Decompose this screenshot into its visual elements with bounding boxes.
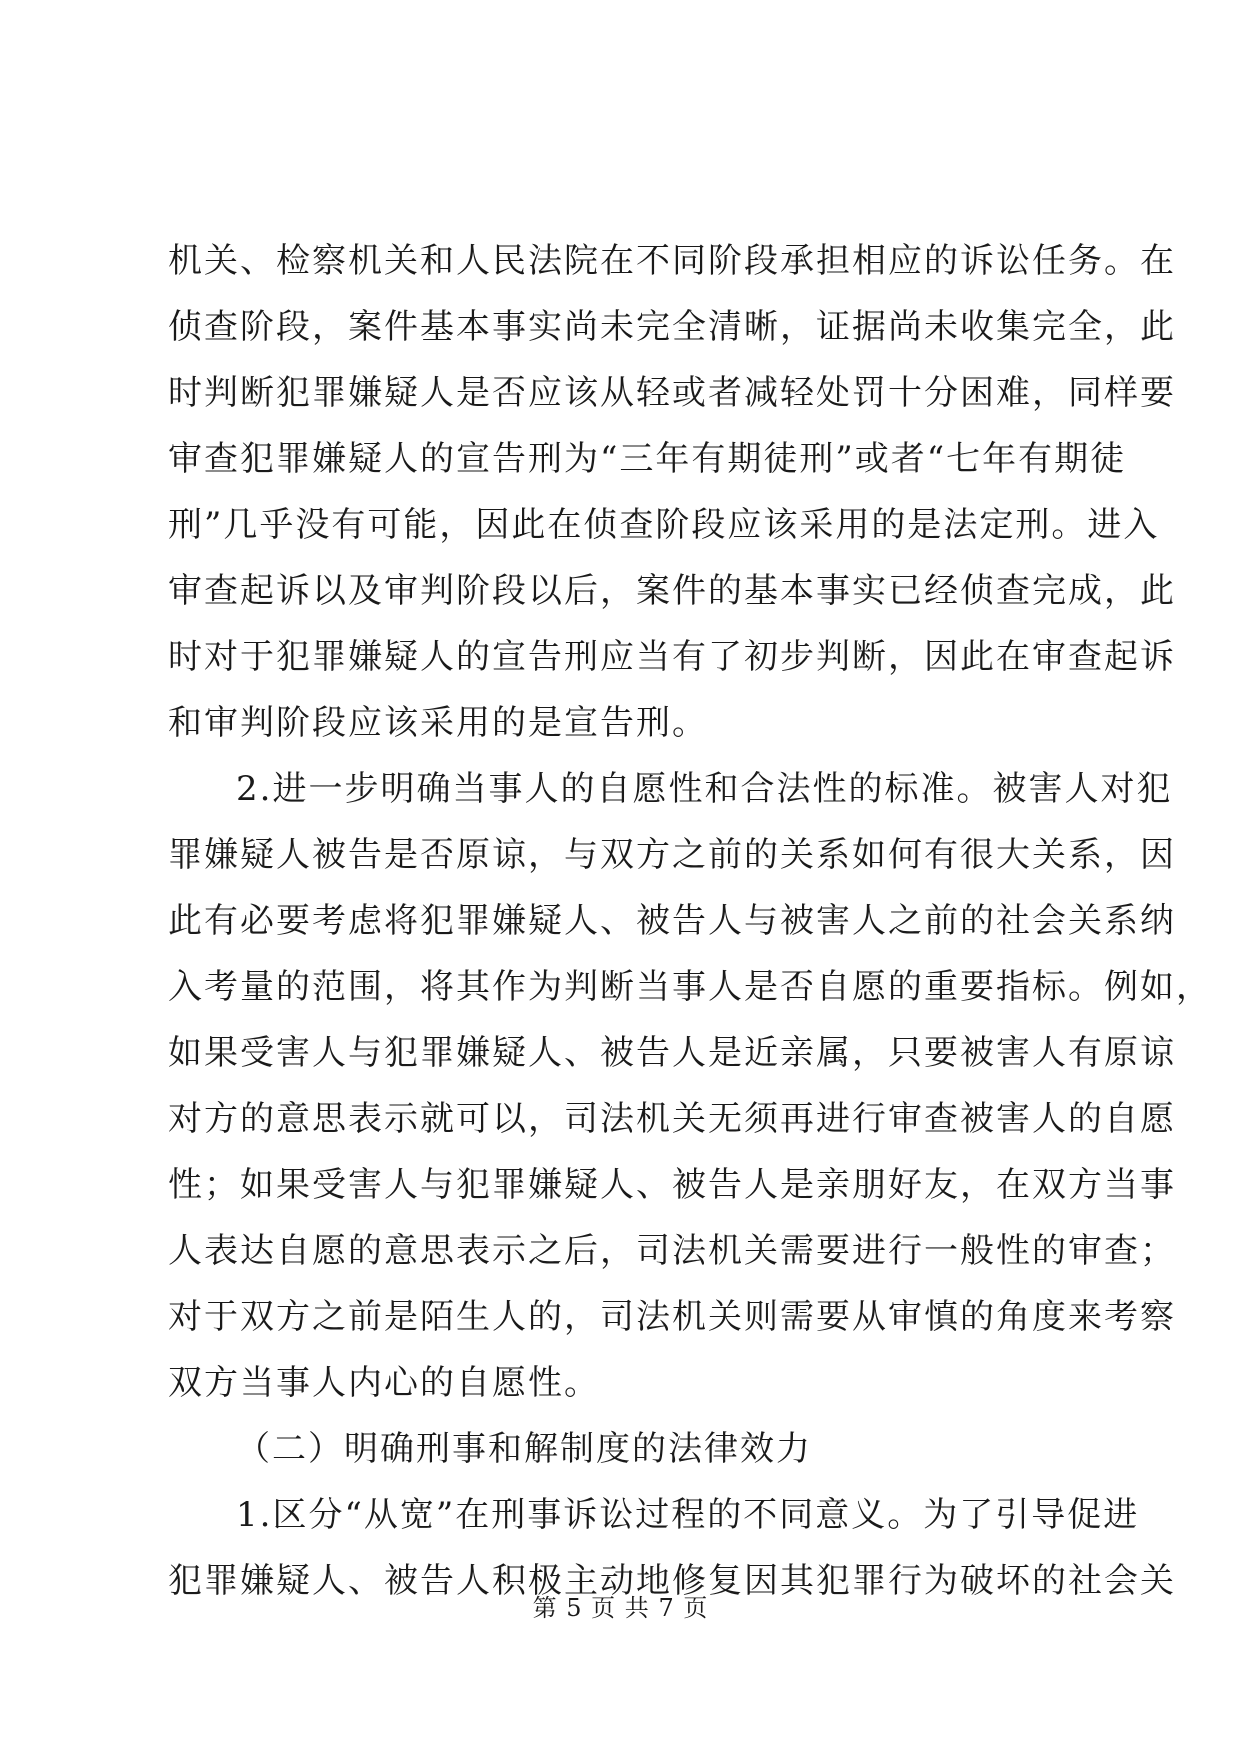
text-line: 双方当事人内心的自愿性。 <box>168 1363 600 1403</box>
text-line: 时对于犯罪嫌疑人的宣告刑应当有了初步判断，因此在审查起诉 <box>168 637 1176 677</box>
text-line: 审查起诉以及审判阶段以后，案件的基本事实已经侦查完成，此 <box>168 571 1176 611</box>
text-line: 性；如果受害人与犯罪嫌疑人、被告人是亲朋好友，在双方当事 <box>168 1165 1176 1205</box>
text-line: 审查犯罪嫌疑人的宣告刑为“三年有期徒刑”或者“七年有期徒 <box>168 439 1127 479</box>
text-line: 时判断犯罪嫌疑人是否应该从轻或者减轻处罚十分困难，同样要 <box>168 373 1176 413</box>
text-line: 1.区分“从宽”在刑事诉讼过程的不同意义。为了引导促进 <box>236 1495 1140 1535</box>
text-line: 对方的意思表示就可以，司法机关无须再进行审查被害人的自愿 <box>168 1099 1176 1139</box>
text-line: 罪嫌疑人被告是否原谅，与双方之前的关系如何有很大关系，因 <box>168 835 1176 875</box>
text-line: 入考量的范围，将其作为判断当事人是否自愿的重要指标。例如， <box>168 967 1212 1007</box>
text-line: 2.进一步明确当事人的自愿性和合法性的标准。被害人对犯 <box>236 769 1173 809</box>
section-heading: （二）明确刑事和解制度的法律效力 <box>236 1429 812 1469</box>
text-line: 如果受害人与犯罪嫌疑人、被告人是近亲属，只要被害人有原谅 <box>168 1033 1176 1073</box>
text-line: 犯罪嫌疑人、被告人积极主动地修复因其犯罪行为破坏的社会关 <box>168 1561 1176 1601</box>
text-line: 此有必要考虑将犯罪嫌疑人、被告人与被害人之前的社会关系纳 <box>168 901 1176 941</box>
text-line: 和审判阶段应该采用的是宣告刑。 <box>168 703 708 743</box>
text-line: 刑”几乎没有可能，因此在侦查阶段应该采用的是法定刑。进入 <box>168 505 1160 545</box>
page-number-footer: 第 5 页 共 7 页 <box>532 1594 709 1622</box>
text-line: 对于双方之前是陌生人的，司法机关则需要从审慎的角度来考察 <box>168 1297 1176 1337</box>
text-line: 人表达自愿的意思表示之后，司法机关需要进行一般性的审查； <box>168 1231 1176 1271</box>
body-text <box>168 228 1212 1614</box>
text-line: 侦查阶段，案件基本事实尚未完全清晰，证据尚未收集完全，此 <box>168 307 1176 347</box>
text-line: 机关、检察机关和人民法院在不同阶段承担相应的诉讼任务。在 <box>168 241 1176 281</box>
